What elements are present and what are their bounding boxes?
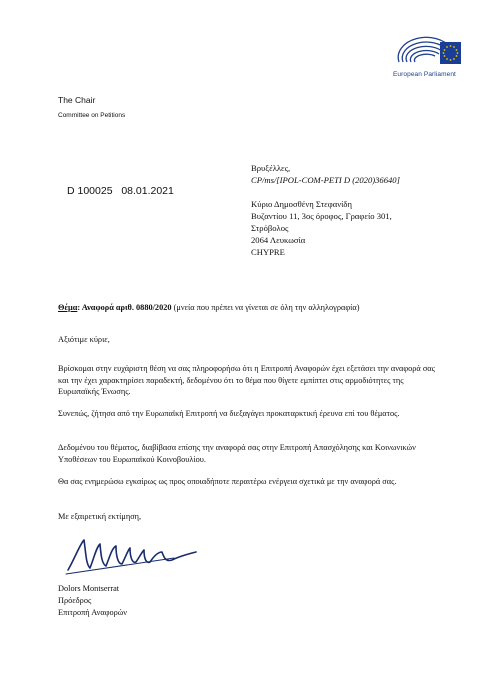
address-postal: 2064 Λευκωσία: [251, 235, 306, 245]
subject-label: Θέμα: [58, 303, 78, 312]
reference-line: [67, 185, 174, 197]
chair-label: The Chair: [58, 95, 96, 105]
signatory-committee: Επιτροπή Αναφορών: [58, 608, 128, 617]
closing: Με εξαιρετική εκτίμηση,: [58, 512, 142, 521]
subject-note: (μνεία που πρέπει να γίνεται σε όλη την αλληλογραφία): [171, 303, 360, 312]
petition-title: Αναφορά αριθ. 0880/2020: [80, 303, 172, 312]
reference-number: D 100025: [67, 185, 113, 197]
signatory-name: Dolors Montserrat: [58, 584, 120, 593]
address-street: Βυζαντίου 11, 3ος όροφος, Γραφείο 301,: [251, 211, 392, 221]
logo-text: European Parliament: [393, 71, 456, 78]
parliament-hemicycle-icon: [395, 36, 463, 70]
committee-label: Committee on Petitions: [58, 112, 126, 119]
address-city: Βρυξέλλες,: [251, 163, 291, 173]
paragraph-2: Συνεπώς, ζήτησα από την Ευρωπαϊκή Επιτροπή να διεξαγάγει προκαταρκτική έρευνα επί του θέματος.: [58, 409, 400, 418]
recipient-name: Κύριο Δημοσθένη Στεφανίδη: [251, 199, 352, 209]
paragraph-4: Θα σας ενημερώσω εγκαίρως ως προς οποιαδήποτε περαιτέρω ενέργεια σχετικά με την αναφορά σας.: [58, 477, 397, 486]
handwritten-signature: [64, 530, 214, 580]
address-reference-code: CP/ms/[IPOL-COM-PETI D (2020)36640]: [251, 175, 400, 185]
subject-colon: :: [77, 303, 81, 312]
reference-date: 08.01.2021: [121, 185, 174, 197]
paragraph-3: Δεδομένου του θέματος, διαβίβασα επίσης την αναφορά σας στην Επιτροπή Απασχόλησης και Κοινωνικών Υποθέσεων του Ευρωπαϊκού Κοινοβουλίου.: [58, 443, 416, 464]
signatory-role: Πρόεδρος: [58, 596, 92, 605]
address-area: Στρόβολος: [251, 223, 289, 233]
greeting: Αξιότιμε κύριε,: [58, 335, 110, 344]
subject-line: [58, 303, 359, 312]
address-country: CHYPRE: [251, 247, 285, 257]
paragraph-1: Βρίσκομαι στην ευχάριστη θέση να σας πληροφορήσω ότι η Επιτροπή Αναφορών έχει εξετάσει την αναφορά σας και την έχει χαρακτηρίσει παραδεκτή, δεδομένου ότι το θέμα που θίγετε εμπίπτει στις αρμοδιότητες της Ευρωπαϊκής Ένωσης.: [58, 364, 435, 397]
